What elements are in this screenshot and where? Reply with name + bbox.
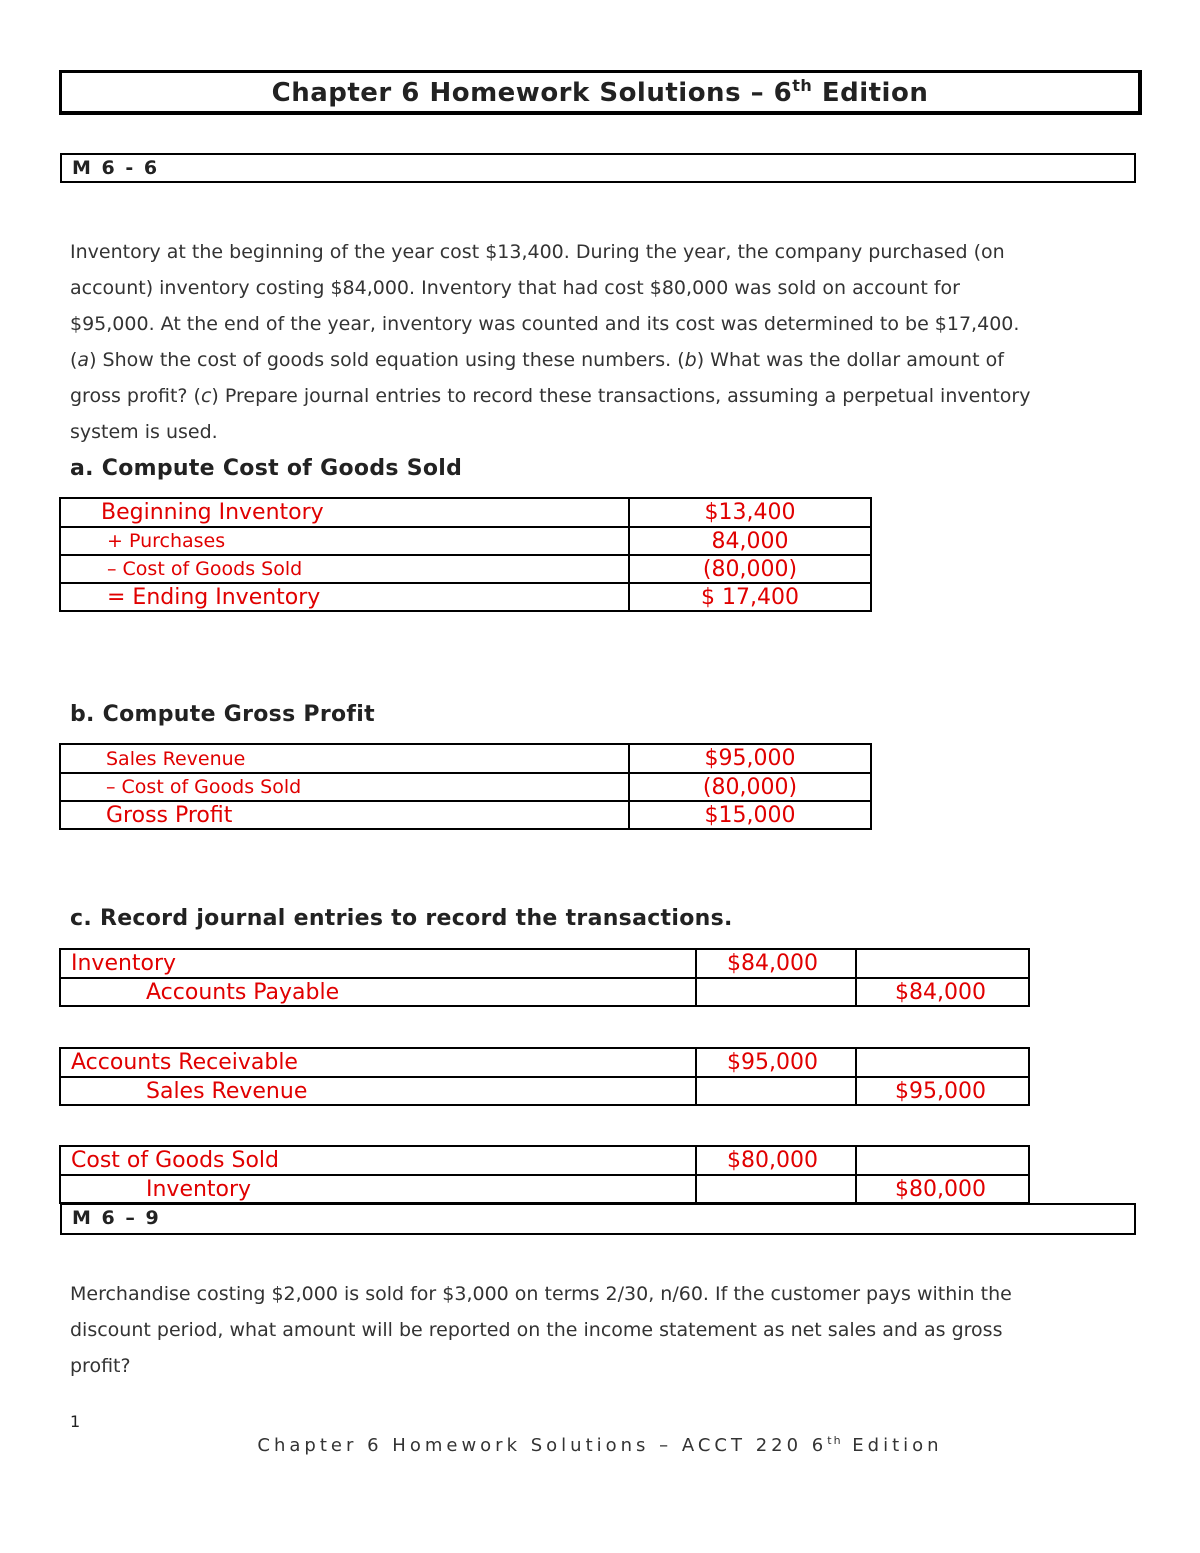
table-row: + Purchases 84,000 — [60, 527, 871, 555]
journal-entry-1 — [59, 948, 1030, 1007]
page-title: Chapter 6 Homework Solutions – 6th Edition — [271, 76, 929, 108]
table-row: Sales Revenue $95,000 — [60, 744, 871, 773]
table-row: Gross Profit $15,000 — [60, 801, 871, 829]
table-row: – Cost of Goods Sold (80,000) — [60, 773, 871, 801]
page-footer: Chapter 6 Homework Solutions – ACCT 220 6th Edition — [257, 1434, 943, 1456]
table-row: Inventory $84,000 — [60, 949, 1029, 978]
cogs-table — [59, 497, 872, 612]
section-m6-6 — [60, 153, 1136, 183]
section-m6-9 — [60, 1203, 1136, 1235]
title-box — [59, 70, 1142, 115]
gross-profit-table — [59, 743, 872, 830]
heading-b: b. Compute Gross Profit — [70, 702, 375, 727]
table-row: Accounts Receivable $95,000 — [60, 1048, 1029, 1077]
section-label: M 6 - 6 — [72, 157, 160, 179]
heading-a: a. Compute Cost of Goods Sold — [70, 456, 463, 481]
table-row: – Cost of Goods Sold (80,000) — [60, 555, 871, 583]
table-row: Inventory $80,000 — [60, 1175, 1029, 1203]
section-label: M 6 – 9 — [72, 1207, 161, 1229]
table-row: Cost of Goods Sold $80,000 — [60, 1146, 1029, 1175]
heading-c: c. Record journal entries to record the transactions. — [70, 906, 733, 931]
table-row: Accounts Payable $84,000 — [60, 978, 1029, 1006]
problem-2-text: Merchandise costing $2,000 is sold for $3,000 on terms 2/30, n/60. If the customer pays within the discount period, what amount will be reported on the income statement as net sales and as gross profit? — [70, 1283, 1012, 1377]
journal-entry-2 — [59, 1047, 1030, 1106]
journal-entry-3 — [59, 1145, 1030, 1204]
problem-text: Inventory at the beginning of the year cost $13,400. During the year, the company purchased (on account) inventory costing $84,000. Inventory that had cost $80,000 was sold on account for $95,000. At the end of the year, inventory was counted and its cost was determined to be $17,400. (a) Show the cost of goods sold equation using these numbers. (b) What was the dollar amount of gross profit? (c) Prepare journal entries to record these transactions, assuming a perpetual inventory system is used. — [70, 241, 1031, 443]
table-row: Sales Revenue $95,000 — [60, 1077, 1029, 1105]
table-row: = Ending Inventory $ 17,400 — [60, 583, 871, 611]
table-row: Beginning Inventory $13,400 — [60, 498, 871, 527]
page-number: 1 — [70, 1412, 81, 1431]
